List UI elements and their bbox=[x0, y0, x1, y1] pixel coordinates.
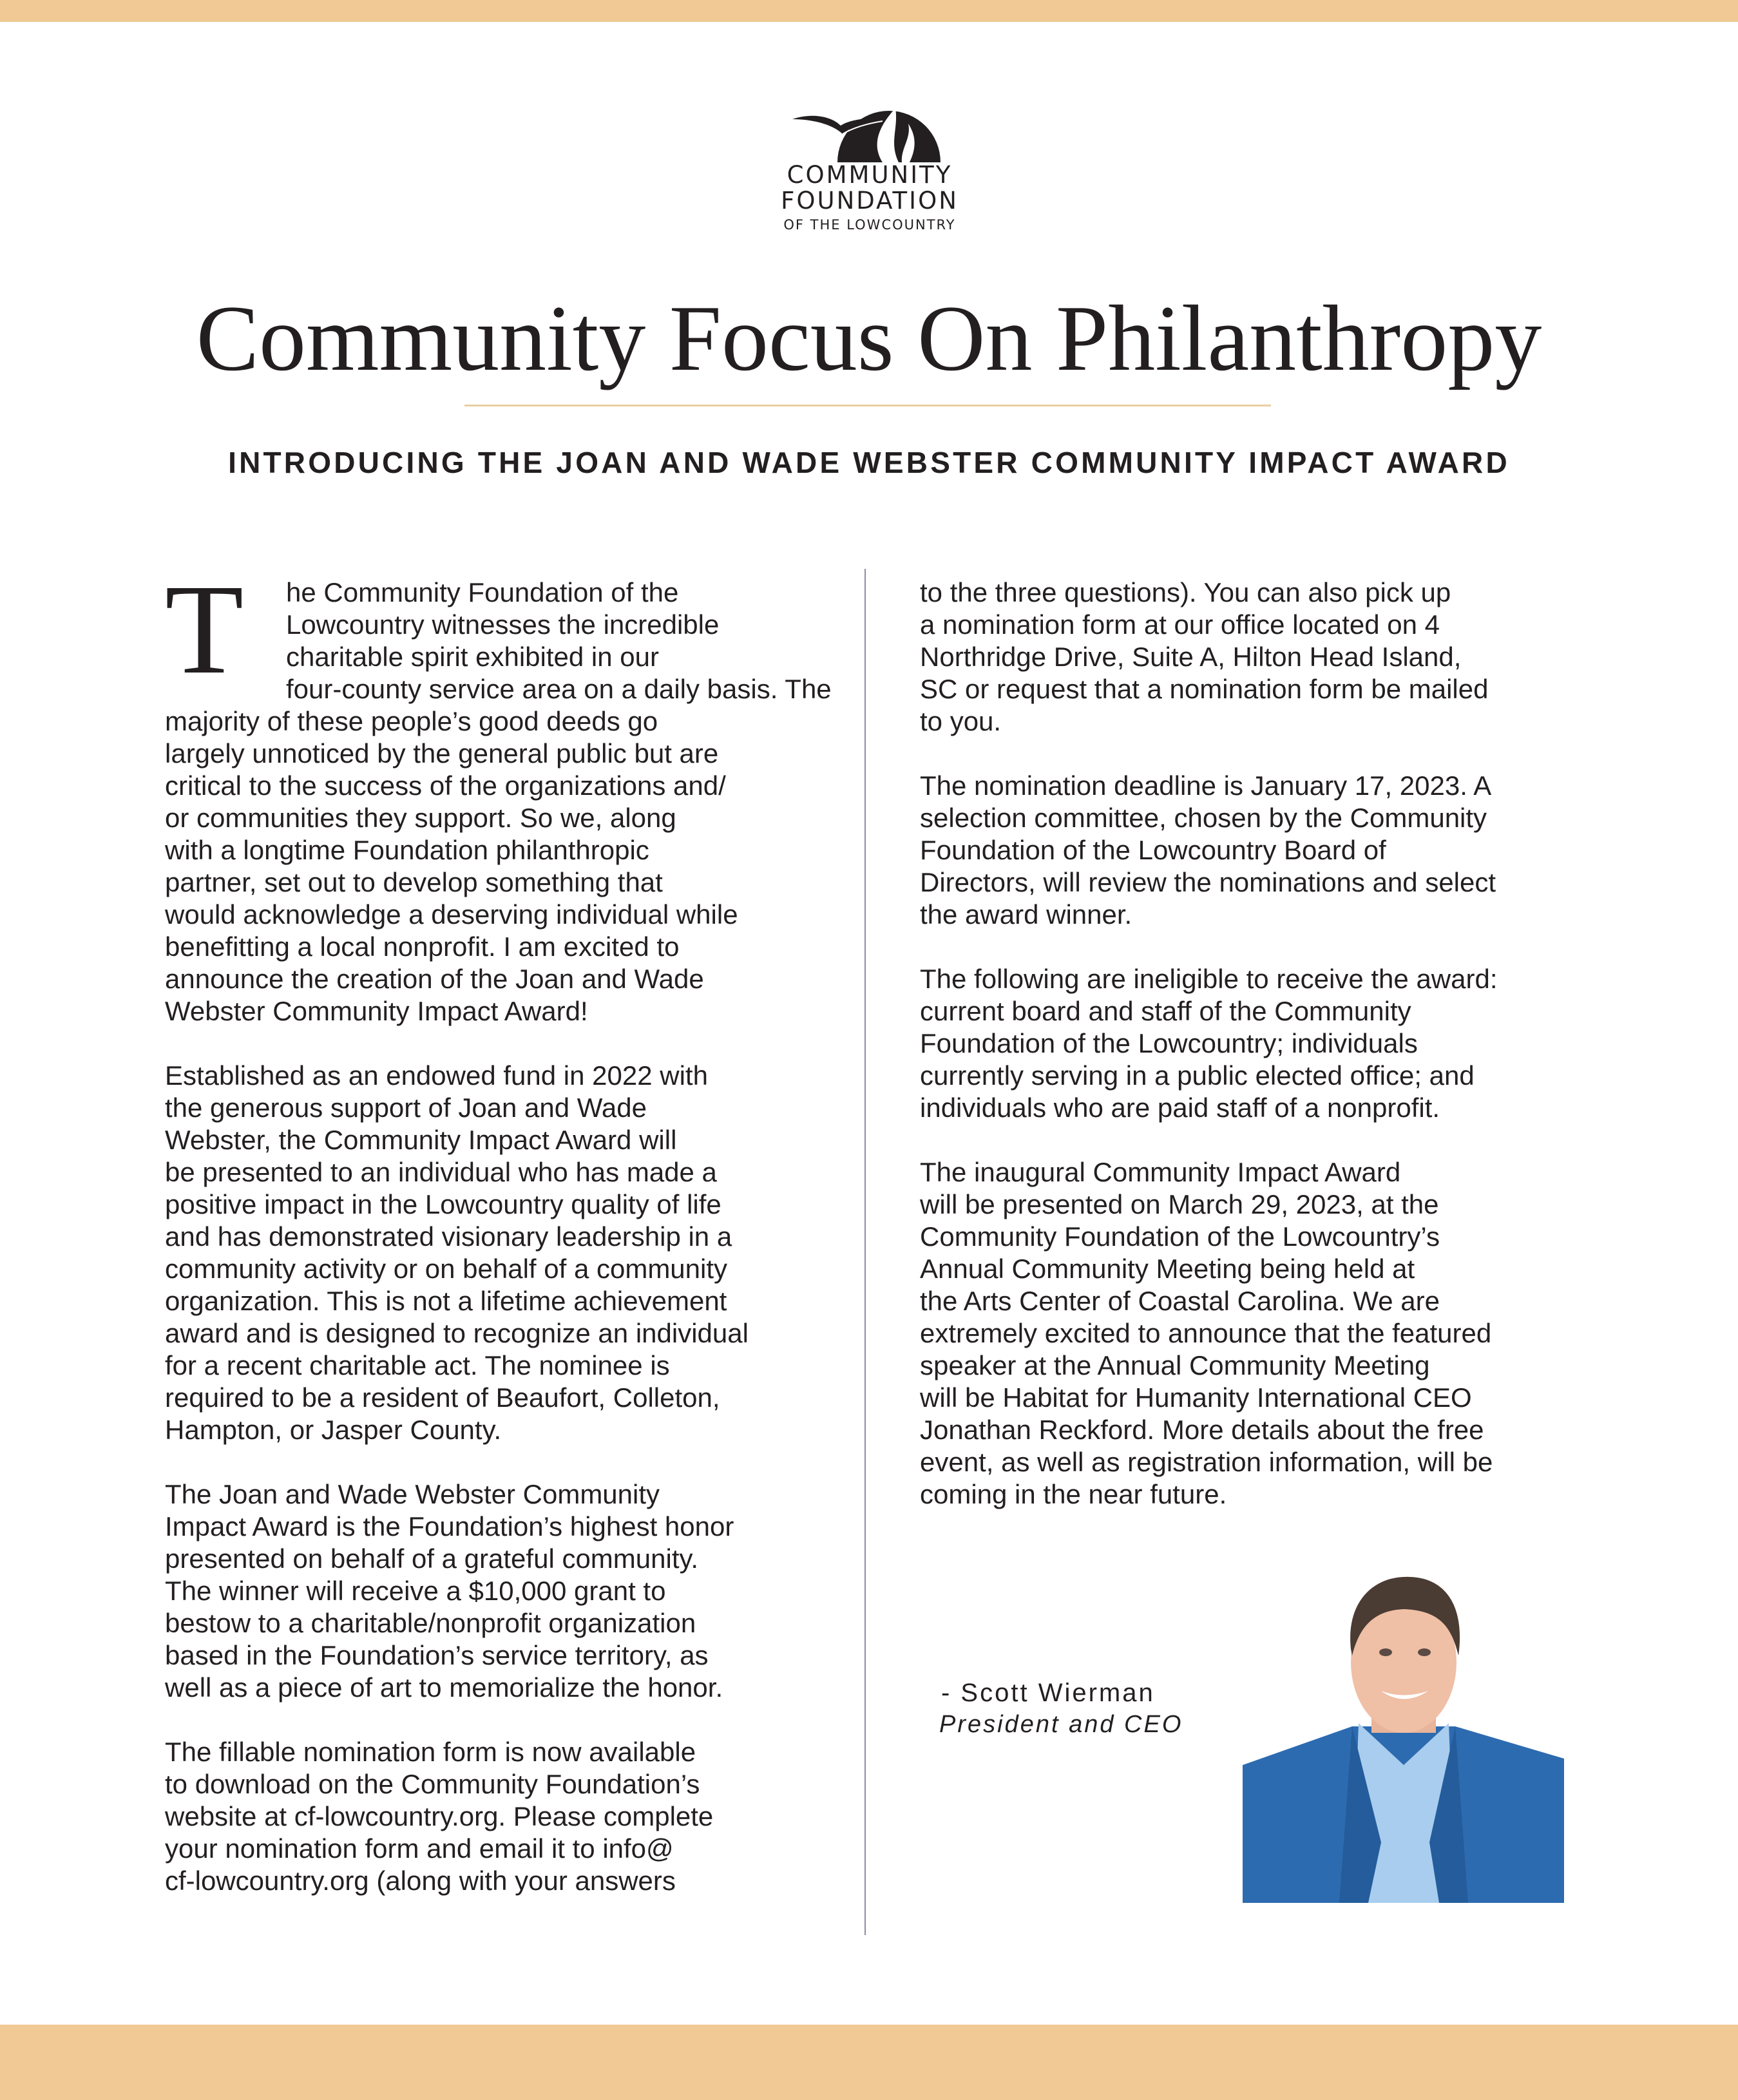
text-line: a nomination form at our office located on 4 bbox=[920, 609, 1440, 640]
paragraph bbox=[920, 1156, 1577, 1511]
text-line: he Community Foundation of the bbox=[286, 577, 679, 607]
text-line: to download on the Community Foundation’s bbox=[165, 1769, 700, 1799]
text-line: announce the creation of the Joan and Wade bbox=[165, 964, 704, 994]
text-line: currently serving in a public elected office; and bbox=[920, 1060, 1475, 1091]
foundation-logo bbox=[747, 90, 992, 238]
text-line: critical to the success of the organizations and/ bbox=[165, 770, 726, 801]
text-line: would acknowledge a deserving individual while bbox=[165, 899, 738, 930]
paragraph bbox=[920, 963, 1577, 1124]
text-line: Jonathan Reckford. More details about the free bbox=[920, 1415, 1484, 1445]
bottom-accent-band bbox=[0, 2025, 1738, 2100]
paragraph bbox=[920, 770, 1577, 931]
text-line: Northridge Drive, Suite A, Hilton Head Island, bbox=[920, 642, 1462, 672]
text-line: majority of these people’s good deeds go bbox=[165, 706, 658, 736]
text-line: individuals who are paid staff of a nonprofit. bbox=[920, 1093, 1440, 1123]
text-line: The following are ineligible to receive the award: bbox=[920, 964, 1498, 994]
logo-text-foundation: FOUNDATION bbox=[781, 187, 959, 215]
logo-text-community: COMMUNITY bbox=[787, 161, 953, 189]
text-line: based in the Foundation’s service territory, as bbox=[165, 1640, 709, 1670]
text-line: largely unnoticed by the general public but are bbox=[165, 738, 719, 768]
text-line: Webster, the Community Impact Award will bbox=[165, 1125, 677, 1155]
text-line: the Arts Center of Coastal Carolina. We are bbox=[920, 1286, 1440, 1316]
paragraph bbox=[165, 1736, 822, 1897]
text-line: Foundation of the Lowcountry Board of bbox=[920, 835, 1386, 865]
title-rule bbox=[464, 405, 1271, 406]
drop-cap: T bbox=[165, 558, 244, 701]
text-line: Lowcountry witnesses the incredible bbox=[286, 609, 720, 640]
text-line: will be Habitat for Humanity International CEO bbox=[920, 1382, 1472, 1413]
text-line: Directors, will review the nominations and select bbox=[920, 867, 1496, 897]
text-line: speaker at the Annual Community Meeting bbox=[920, 1350, 1430, 1380]
text-line: SC or request that a nomination form be mailed bbox=[920, 674, 1489, 704]
text-line: The winner will receive a $10,000 grant to bbox=[165, 1576, 666, 1606]
text-line: required to be a resident of Beaufort, Colleton, bbox=[165, 1382, 720, 1413]
text-line: event, as well as registration information, will be bbox=[920, 1447, 1493, 1477]
paragraph bbox=[165, 1060, 822, 1446]
text-line: benefitting a local nonprofit. I am excited to bbox=[165, 931, 680, 962]
column-divider bbox=[864, 569, 866, 1935]
text-line: four-county service area on a daily basis. The bbox=[286, 674, 832, 704]
text-line: Annual Community Meeting being held at bbox=[920, 1254, 1415, 1284]
text-line: Impact Award is the Foundation’s highest honor bbox=[165, 1511, 734, 1542]
paragraph bbox=[920, 577, 1577, 738]
page-title: Community Focus On Philanthropy bbox=[196, 286, 1542, 390]
text-line: award and is designed to recognize an individual bbox=[165, 1318, 749, 1348]
right-paragraphs bbox=[920, 577, 1577, 1511]
text-line: The nomination deadline is January 17, 2023. A bbox=[920, 770, 1492, 801]
text-line: Hampton, or Jasper County. bbox=[165, 1415, 502, 1445]
text-line: will be presented on March 29, 2023, at the bbox=[920, 1189, 1439, 1219]
text-line: community activity or on behalf of a community bbox=[165, 1254, 728, 1284]
text-line: organization. This is not a lifetime achievement bbox=[165, 1286, 727, 1316]
left-column bbox=[165, 558, 832, 1929]
text-line: selection committee, chosen by the Community bbox=[920, 803, 1487, 833]
signature-name: - Scott Wierman bbox=[941, 1679, 1155, 1707]
text-line: The fillable nomination form is now available bbox=[165, 1737, 696, 1767]
text-line: presented on behalf of a grateful community. bbox=[165, 1543, 699, 1574]
left-paragraphs bbox=[165, 558, 832, 1897]
signature-role: President and CEO bbox=[939, 1711, 1183, 1738]
text-line: cf-lowcountry.org (along with your answers bbox=[165, 1866, 676, 1896]
text-line: well as a piece of art to memorialize the honor. bbox=[165, 1672, 723, 1703]
text-line: current board and staff of the Community bbox=[920, 996, 1411, 1026]
sun-bird-flame-logo-icon bbox=[786, 90, 953, 162]
text-line: The inaugural Community Impact Award bbox=[920, 1157, 1401, 1187]
text-line: or communities they support. So we, along bbox=[165, 803, 676, 833]
text-line: bestow to a charitable/nonprofit organization bbox=[165, 1608, 696, 1638]
text-line: coming in the near future. bbox=[920, 1479, 1227, 1509]
text-line: charitable spirit exhibited in our bbox=[286, 642, 659, 672]
text-line: to you. bbox=[920, 706, 1002, 736]
text-line: Webster Community Impact Award! bbox=[165, 996, 588, 1026]
text-line: partner, set out to develop something that bbox=[165, 867, 663, 897]
text-line: for a recent charitable act. The nominee is bbox=[165, 1350, 670, 1380]
text-line: Community Foundation of the Lowcountry’s bbox=[920, 1221, 1440, 1252]
text-line: your nomination form and email it to info@ bbox=[165, 1833, 674, 1864]
right-column bbox=[920, 577, 1577, 1543]
paragraph bbox=[165, 1478, 822, 1704]
text-line: be presented to an individual who has made a bbox=[165, 1157, 717, 1187]
text-line: extremely excited to announce that the featured bbox=[920, 1318, 1492, 1348]
text-line: the generous support of Joan and Wade bbox=[165, 1093, 647, 1123]
text-line: Foundation of the Lowcountry; individuals bbox=[920, 1028, 1418, 1058]
portrait-photo bbox=[1243, 1572, 1564, 1903]
text-line: positive impact in the Lowcountry quality of life bbox=[165, 1189, 721, 1219]
text-line: website at cf-lowcountry.org. Please complete bbox=[165, 1801, 714, 1831]
text-line: the award winner. bbox=[920, 899, 1132, 930]
top-accent-band bbox=[0, 0, 1738, 22]
text-line: and has demonstrated visionary leadership in a bbox=[165, 1221, 732, 1252]
article-subtitle: INTRODUCING THE JOAN AND WADE WEBSTER COMMUNITY IMPACT AWARD bbox=[228, 446, 1510, 479]
text-line: Established as an endowed fund in 2022 with bbox=[165, 1060, 708, 1091]
text-line: The Joan and Wade Webster Community bbox=[165, 1479, 660, 1509]
text-line: with a longtime Foundation philanthropic bbox=[165, 835, 649, 865]
text-line: to the three questions). You can also pick up bbox=[920, 577, 1451, 607]
logo-text-lowcountry: OF THE LOWCOUNTRY bbox=[783, 217, 956, 233]
